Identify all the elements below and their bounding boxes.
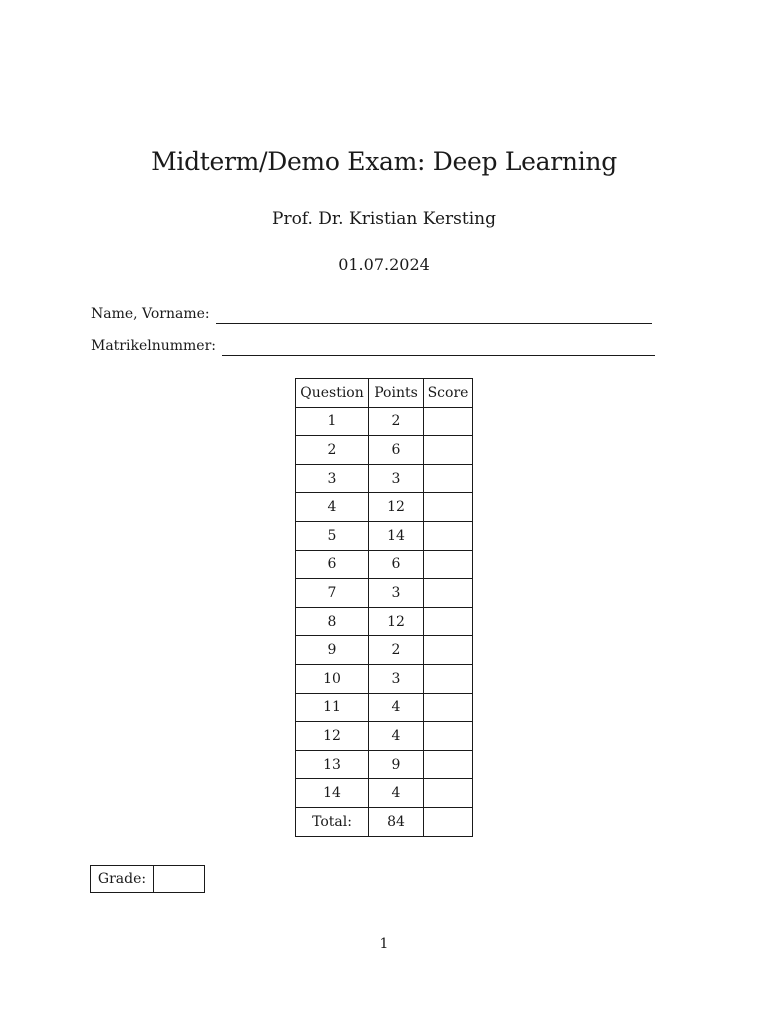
points-value: 3 bbox=[369, 579, 424, 608]
name-field-line[interactable] bbox=[216, 323, 652, 324]
header-score: Score bbox=[424, 379, 473, 408]
page-number: 1 bbox=[379, 936, 389, 952]
name-field bbox=[91, 305, 652, 324]
score-cell[interactable] bbox=[424, 464, 473, 493]
total-points: 84 bbox=[369, 807, 424, 836]
table-row bbox=[296, 550, 473, 579]
score-cell[interactable] bbox=[424, 664, 473, 693]
points-value: 4 bbox=[369, 779, 424, 808]
grade-value-cell[interactable] bbox=[154, 866, 205, 893]
exam-date: 01.07.2024 bbox=[338, 255, 430, 274]
points-value: 6 bbox=[369, 550, 424, 579]
score-table-header-row bbox=[296, 379, 473, 408]
question-number: 11 bbox=[296, 693, 369, 722]
table-row bbox=[296, 693, 473, 722]
points-value: 3 bbox=[369, 464, 424, 493]
question-number: 13 bbox=[296, 750, 369, 779]
question-number: 4 bbox=[296, 493, 369, 522]
points-value: 6 bbox=[369, 436, 424, 465]
score-cell[interactable] bbox=[424, 521, 473, 550]
points-value: 12 bbox=[369, 493, 424, 522]
grade-label: Grade: bbox=[91, 866, 154, 893]
question-number: 2 bbox=[296, 436, 369, 465]
score-cell[interactable] bbox=[424, 607, 473, 636]
score-table-body bbox=[296, 407, 473, 807]
points-value: 3 bbox=[369, 664, 424, 693]
score-table-total-row bbox=[296, 807, 473, 836]
total-label: Total: bbox=[296, 807, 369, 836]
total-score-cell[interactable] bbox=[424, 807, 473, 836]
table-row bbox=[296, 664, 473, 693]
points-value: 4 bbox=[369, 722, 424, 751]
score-cell[interactable] bbox=[424, 779, 473, 808]
score-cell[interactable] bbox=[424, 722, 473, 751]
score-cell[interactable] bbox=[424, 550, 473, 579]
header-question: Question bbox=[296, 379, 369, 408]
points-value: 12 bbox=[369, 607, 424, 636]
score-cell[interactable] bbox=[424, 636, 473, 665]
points-value: 14 bbox=[369, 521, 424, 550]
score-cell[interactable] bbox=[424, 693, 473, 722]
header-points: Points bbox=[369, 379, 424, 408]
grade-box bbox=[90, 865, 205, 893]
question-number: 12 bbox=[296, 722, 369, 751]
question-number: 1 bbox=[296, 407, 369, 436]
table-row bbox=[296, 722, 473, 751]
question-number: 3 bbox=[296, 464, 369, 493]
table-row bbox=[296, 579, 473, 608]
matrikel-field bbox=[91, 337, 655, 356]
exam-title: Midterm/Demo Exam: Deep Learning bbox=[151, 147, 617, 176]
score-cell[interactable] bbox=[424, 493, 473, 522]
score-cell[interactable] bbox=[424, 750, 473, 779]
points-value: 9 bbox=[369, 750, 424, 779]
question-number: 7 bbox=[296, 579, 369, 608]
table-row bbox=[296, 464, 473, 493]
question-number: 8 bbox=[296, 607, 369, 636]
name-field-label: Name, Vorname: bbox=[91, 306, 210, 322]
points-value: 2 bbox=[369, 636, 424, 665]
table-row bbox=[296, 436, 473, 465]
points-value: 2 bbox=[369, 407, 424, 436]
matrikel-field-label: Matrikelnummer: bbox=[91, 338, 217, 354]
table-row bbox=[296, 493, 473, 522]
score-cell[interactable] bbox=[424, 436, 473, 465]
question-number: 10 bbox=[296, 664, 369, 693]
table-row bbox=[296, 636, 473, 665]
table-row bbox=[296, 521, 473, 550]
table-row bbox=[296, 779, 473, 808]
score-cell[interactable] bbox=[424, 579, 473, 608]
table-row bbox=[296, 750, 473, 779]
question-number: 5 bbox=[296, 521, 369, 550]
question-number: 14 bbox=[296, 779, 369, 808]
points-value: 4 bbox=[369, 693, 424, 722]
score-table bbox=[295, 378, 473, 837]
exam-author: Prof. Dr. Kristian Kersting bbox=[272, 209, 496, 229]
table-row bbox=[296, 607, 473, 636]
question-number: 9 bbox=[296, 636, 369, 665]
matrikel-field-line[interactable] bbox=[222, 355, 655, 356]
question-number: 6 bbox=[296, 550, 369, 579]
score-cell[interactable] bbox=[424, 407, 473, 436]
table-row bbox=[296, 407, 473, 436]
